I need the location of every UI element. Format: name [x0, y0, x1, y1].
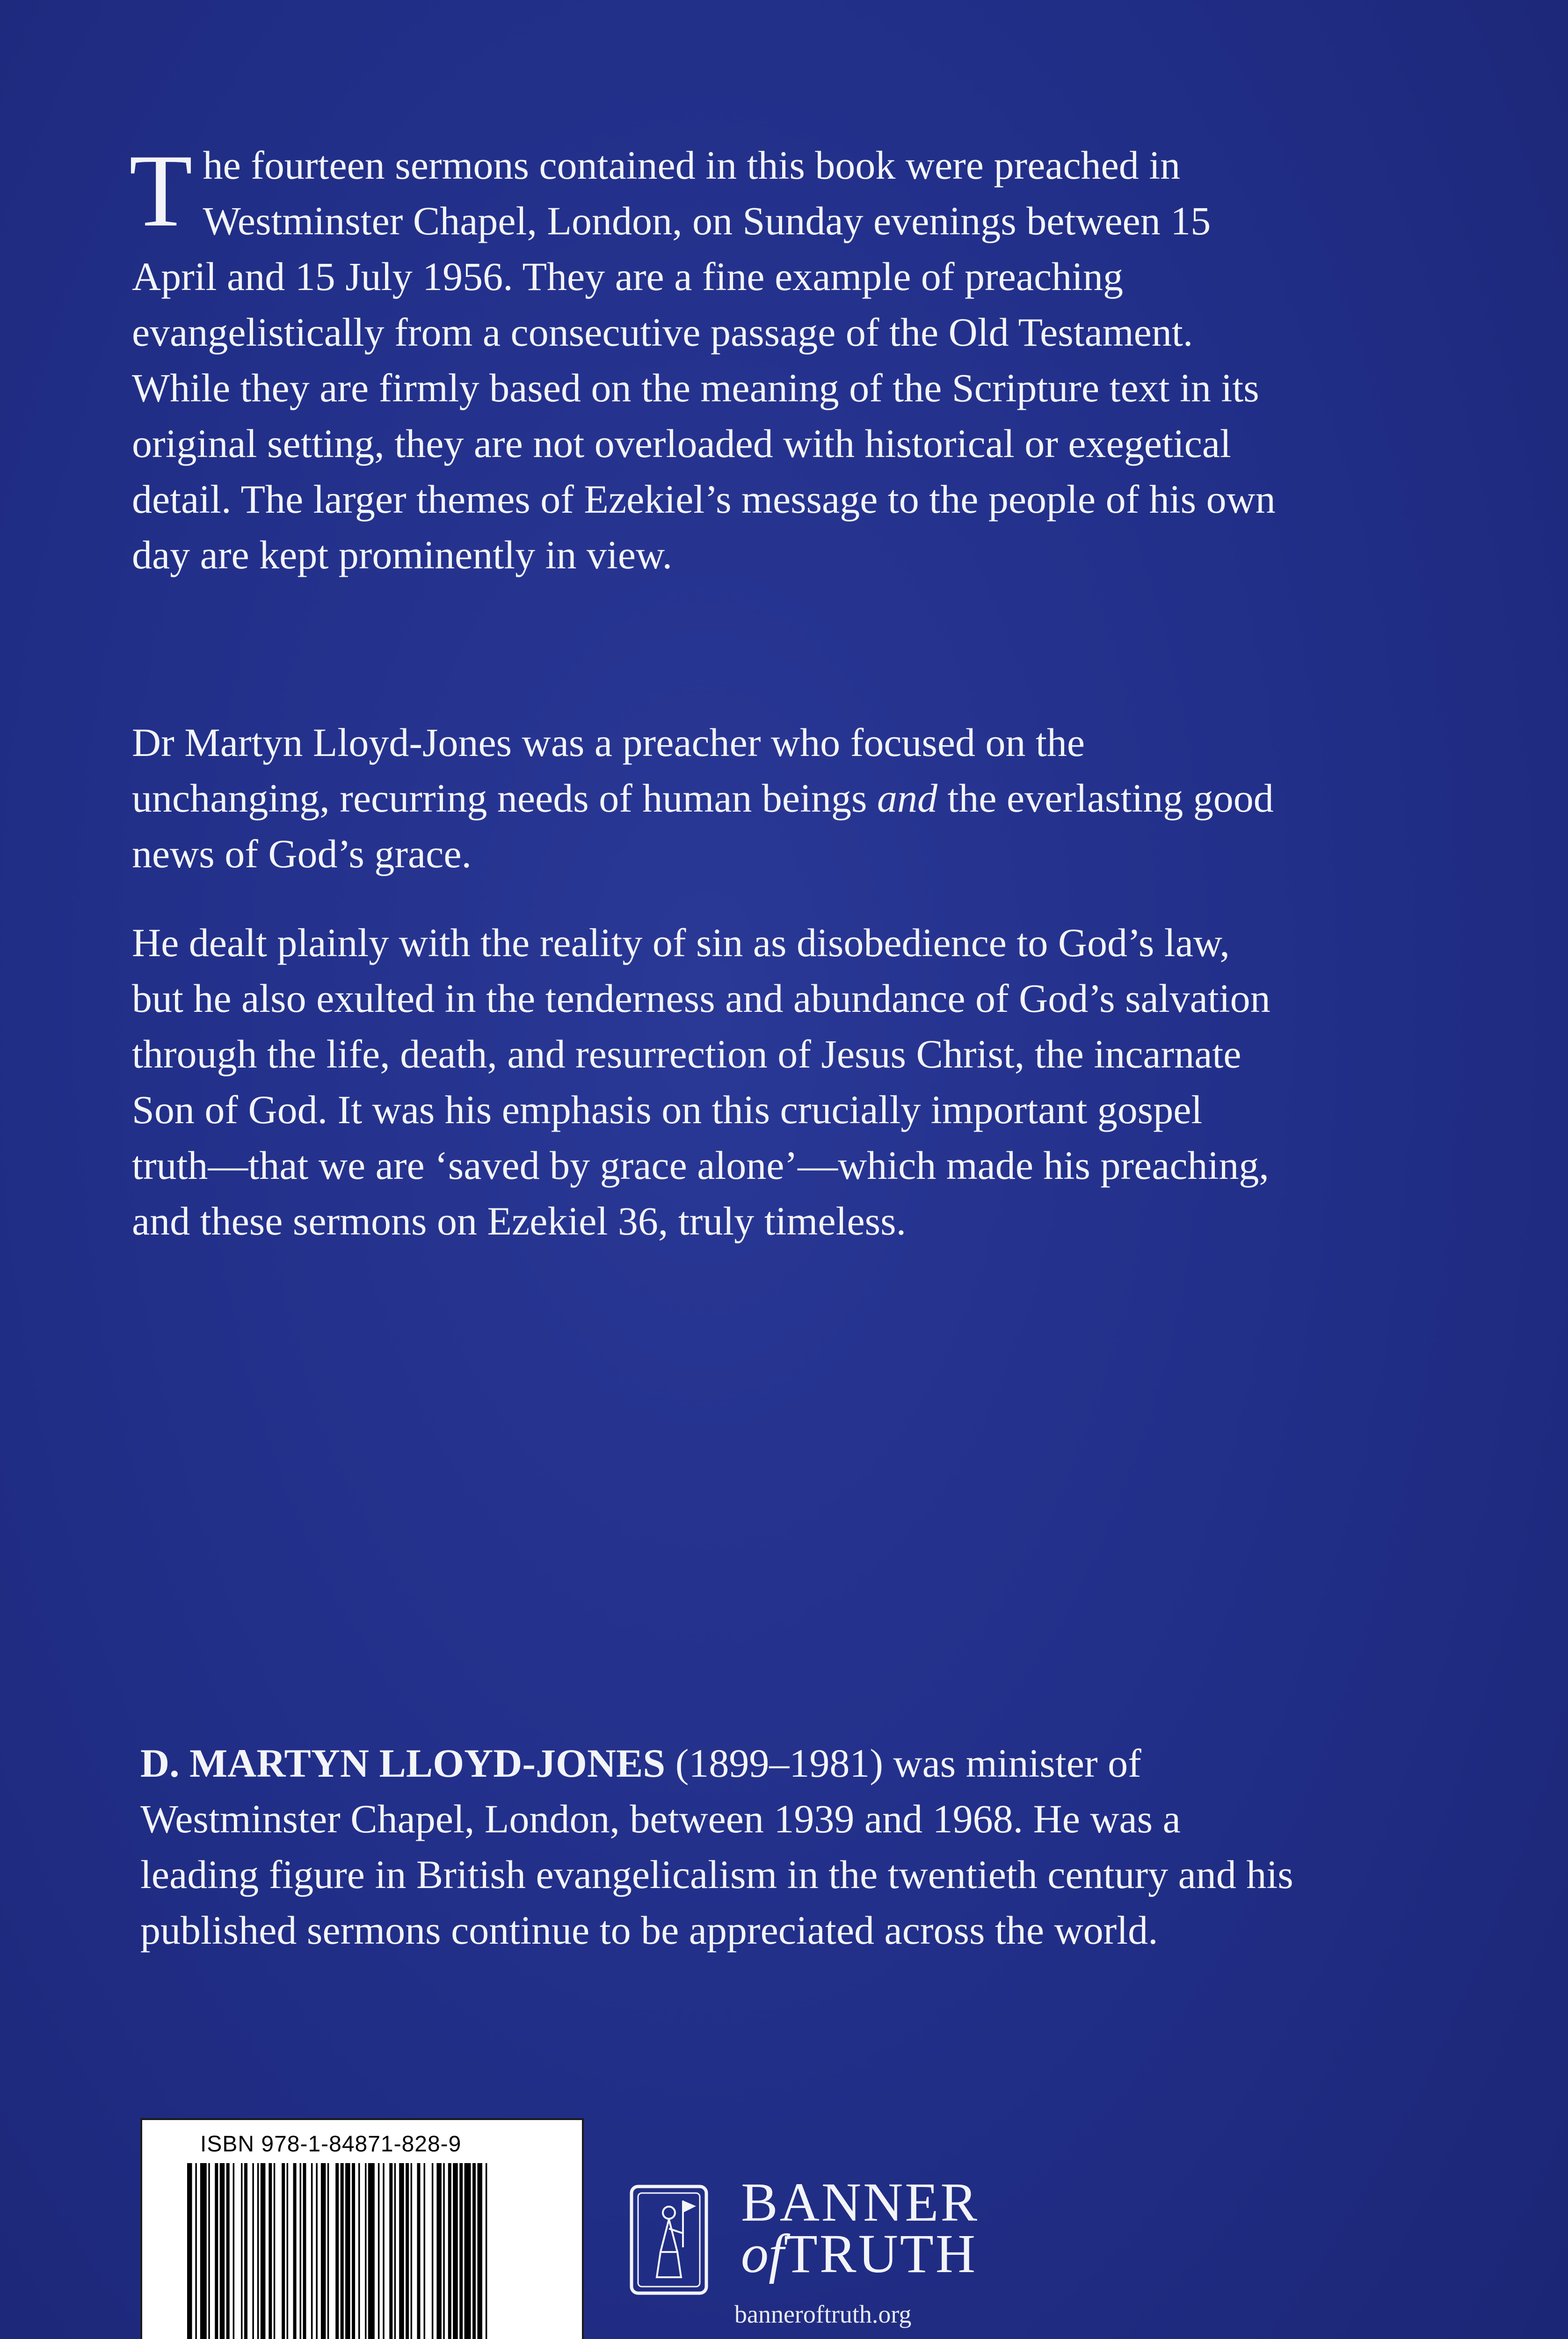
publisher-name-truth: TRUTH [784, 2223, 978, 2284]
barcode-bar [287, 2163, 289, 2339]
drop-cap-letter: T [129, 133, 193, 248]
barcode-bar [335, 2163, 339, 2339]
barcode-bar [399, 2163, 404, 2339]
barcode-bar [352, 2163, 355, 2339]
barcode-bar [233, 2163, 235, 2339]
barcode-bar [274, 2163, 276, 2339]
barcode-bar [465, 2163, 471, 2339]
barcode-bar [383, 2163, 385, 2339]
barcode-bar [341, 2163, 344, 2339]
publisher-name-line-1: BANNER [741, 2172, 980, 2233]
barcode-bar [226, 2163, 230, 2339]
publisher-url-text: banneroftruth.org [734, 2300, 912, 2328]
publisher-logo [622, 2172, 1043, 2339]
barcode-bar [368, 2163, 375, 2339]
barcode-bar [365, 2163, 367, 2339]
barcode-bar [311, 2163, 313, 2339]
blurb-paragraph-3 [132, 915, 1283, 1249]
blurb-paragraph-2-text-start: Dr Martyn Lloyd-Jones was a preacher who focused on the unchanging, recurring needs of human beings [132, 720, 1085, 821]
barcode-bar [486, 2163, 487, 2339]
barcode-bar [453, 2163, 458, 2339]
barcode-bar [394, 2163, 396, 2339]
barcode-bar [406, 2163, 409, 2339]
barcode-bar [432, 2163, 434, 2339]
barcode-bar [448, 2163, 451, 2339]
blurb-paragraph-2-emphasis: and [877, 776, 937, 821]
barcode-bar [269, 2163, 272, 2339]
author-bio-text: (1899–1981) was minister of Westminster Chapel, London, between 1939 and 1968. He was a leading figure in British evangelicalism in the twentieth century and his published sermons continue to be appreciated across the world. [140, 1741, 1293, 1953]
blurb-paragraph-2 [132, 715, 1283, 882]
publisher-url [734, 2300, 911, 2329]
barcode-bar [478, 2163, 483, 2339]
barcode-bar [300, 2163, 302, 2339]
barcode-bar [436, 2163, 442, 2339]
barcode-bar [459, 2163, 463, 2339]
barcode-bar [220, 2163, 225, 2339]
barcode-bar [252, 2163, 254, 2339]
barcode-bar [208, 2163, 210, 2339]
barcode-bar [378, 2163, 380, 2339]
banner-of-truth-emblem-icon [622, 2182, 716, 2299]
barcode-bar [443, 2163, 445, 2339]
publisher-name-line-2 [741, 2222, 977, 2286]
barcode-bar [261, 2163, 266, 2339]
barcode-bar [327, 2163, 329, 2339]
barcode-bar [424, 2163, 426, 2339]
author-bio [140, 1736, 1300, 1958]
barcode-bar [293, 2163, 297, 2339]
blurb-paragraph-2-text-end: the everlasting good news of God’s grace. [132, 776, 1274, 876]
barcode-bar [417, 2163, 421, 2339]
barcode-bar [345, 2163, 350, 2339]
publisher-name-of: of [741, 2223, 784, 2284]
barcode-bar [215, 2163, 218, 2339]
barcode-bar [389, 2163, 392, 2339]
blurb-paragraph-1 [129, 133, 1283, 583]
barcode-bar [282, 2163, 285, 2339]
isbn-label: ISBN 978-1-84871-828-9 [200, 2132, 462, 2157]
barcode-bars [187, 2163, 575, 2339]
barcode-bar [241, 2163, 243, 2339]
barcode-bar [200, 2163, 207, 2339]
barcode-bar [187, 2163, 192, 2339]
barcode-bar [195, 2163, 197, 2339]
barcode-bar [411, 2163, 413, 2339]
blurb-paragraph-3-text: He dealt plainly with the reality of sin as disobedience to God’s law, but he also exulted in the tenderness and abundance of God’s salvation through the life, death, and resurrection of Jesus Christ, the incarnate Son of God. It was his emphasis on this crucially important gospel truth—that we are ‘saved by grace alone’—which made his preaching, and these sermons on Ezekiel 36, truly timeless. [132, 920, 1270, 1243]
blurb-paragraph-1-text: he fourteen sermons contained in this book were preached in Westminster Chapel, London, on Sunday evenings between 15 April and 15 July 1956. They are a fine example of preaching evangelistically from a consecutive passage of the Old Testament. While they are firmly based on the meaning of the Scripture text in its original setting, they are not overloaded with historical or exegetical detail. The larger themes of Ezekiel’s message to the people of his own day are kept prominently in view. [132, 143, 1276, 577]
barcode-bar [358, 2163, 360, 2339]
barcode-bar [316, 2163, 318, 2339]
barcode-bar [472, 2163, 476, 2339]
isbn-barcode-box [140, 2118, 584, 2339]
barcode-bar [303, 2163, 306, 2339]
barcode-bar [321, 2163, 326, 2339]
barcode-bar [244, 2163, 247, 2339]
author-name: D. MARTYN LLOYD-JONES [140, 1741, 666, 1786]
barcode-bar [257, 2163, 259, 2339]
